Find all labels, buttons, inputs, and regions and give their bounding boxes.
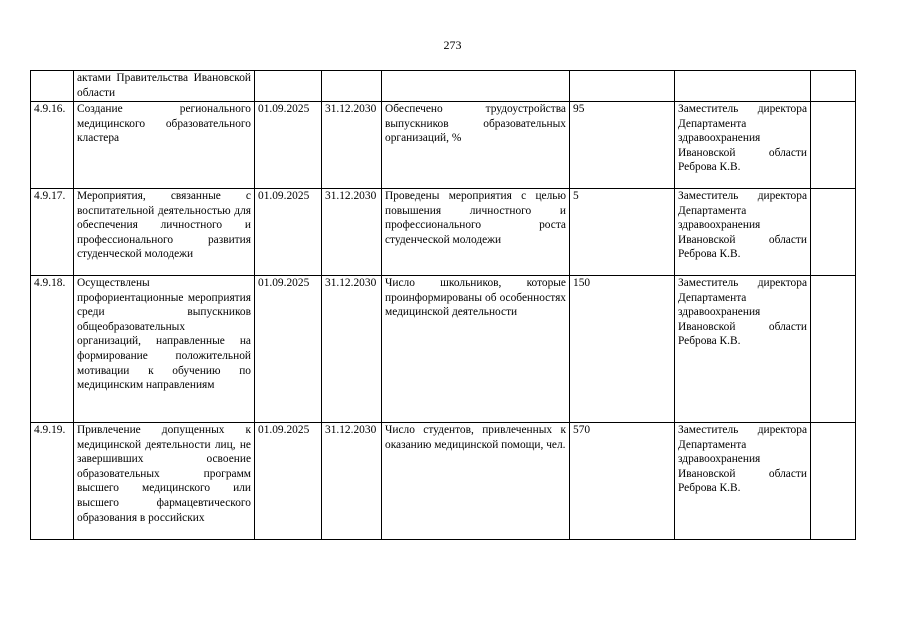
page-number: 273 [443,38,462,52]
cell-extra [811,71,856,102]
cell-extra [811,276,856,423]
cell-num: 4.9.19. [31,423,74,540]
cell-start-date: 01.09.2025 [255,276,322,423]
cell-activity-name: Привлечение допущенных к медицинской деятельности лиц, не завершивших освоение образовательных программ высшего медицинского или высшего фармацевтического образования в российских [74,423,255,540]
cell-responsible: Заместитель директора Департамента здравоохранения Ивановской области Реброва К.В. [675,102,811,189]
cell-end-date [322,71,382,102]
cell-value: 95 [570,102,675,189]
cell-end-date: 31.12.2030 [322,102,382,189]
cell-responsible: Заместитель директора Департамента здравоохранения Ивановской области Реброва К.В. [675,423,811,540]
activities-table [30,70,856,540]
cell-responsible [675,71,811,102]
cell-result: Проведены мероприятия с целью повышения личностного и профессионального роста студенческой молодежи [382,189,570,276]
cell-start-date: 01.09.2025 [255,189,322,276]
cell-start-date: 01.09.2025 [255,423,322,540]
cell-num: 4.9.17. [31,189,74,276]
cell-result: Число школьников, которые проинформированы об особенностях медицинской деятельности [382,276,570,423]
cell-value [570,71,675,102]
cell-activity-name: актами Правительства Ивановской области [74,71,255,102]
cell-activity-name: Осуществлены профориентационные мероприятия среди выпускников общеобразовательных организаций, направленные на формирование положительной мотивации к обучению по медицинским направлениям [74,276,255,423]
cell-result: Обеспечено трудоустройства выпускников образовательных организаций, % [382,102,570,189]
cell-value: 5 [570,189,675,276]
cell-responsible: Заместитель директора Департамента здравоохранения Ивановской области Реброва К.В. [675,276,811,423]
table-row [31,189,856,276]
cell-num: 4.9.16. [31,102,74,189]
table-row [31,102,856,189]
table-row [31,276,856,423]
table-row [31,71,856,102]
cell-num: 4.9.18. [31,276,74,423]
cell-end-date: 31.12.2030 [322,423,382,540]
cell-start-date: 01.09.2025 [255,102,322,189]
cell-extra [811,102,856,189]
cell-start-date [255,71,322,102]
cell-result [382,71,570,102]
cell-value: 150 [570,276,675,423]
cell-result: Число студентов, привлеченных к оказанию медицинской помощи, чел. [382,423,570,540]
cell-end-date: 31.12.2030 [322,189,382,276]
cell-num [31,71,74,102]
cell-extra [811,189,856,276]
cell-responsible: Заместитель директора Департамента здравоохранения Ивановской области Реброва К.В. [675,189,811,276]
cell-extra [811,423,856,540]
cell-value: 570 [570,423,675,540]
cell-activity-name: Создание регионального медицинского образовательного кластера [74,102,255,189]
cell-activity-name: Мероприятия, связанные с воспитательной деятельностью для обеспечения личностного и профессионального развития студенческой молодежи [74,189,255,276]
table-row [31,423,856,540]
cell-end-date: 31.12.2030 [322,276,382,423]
